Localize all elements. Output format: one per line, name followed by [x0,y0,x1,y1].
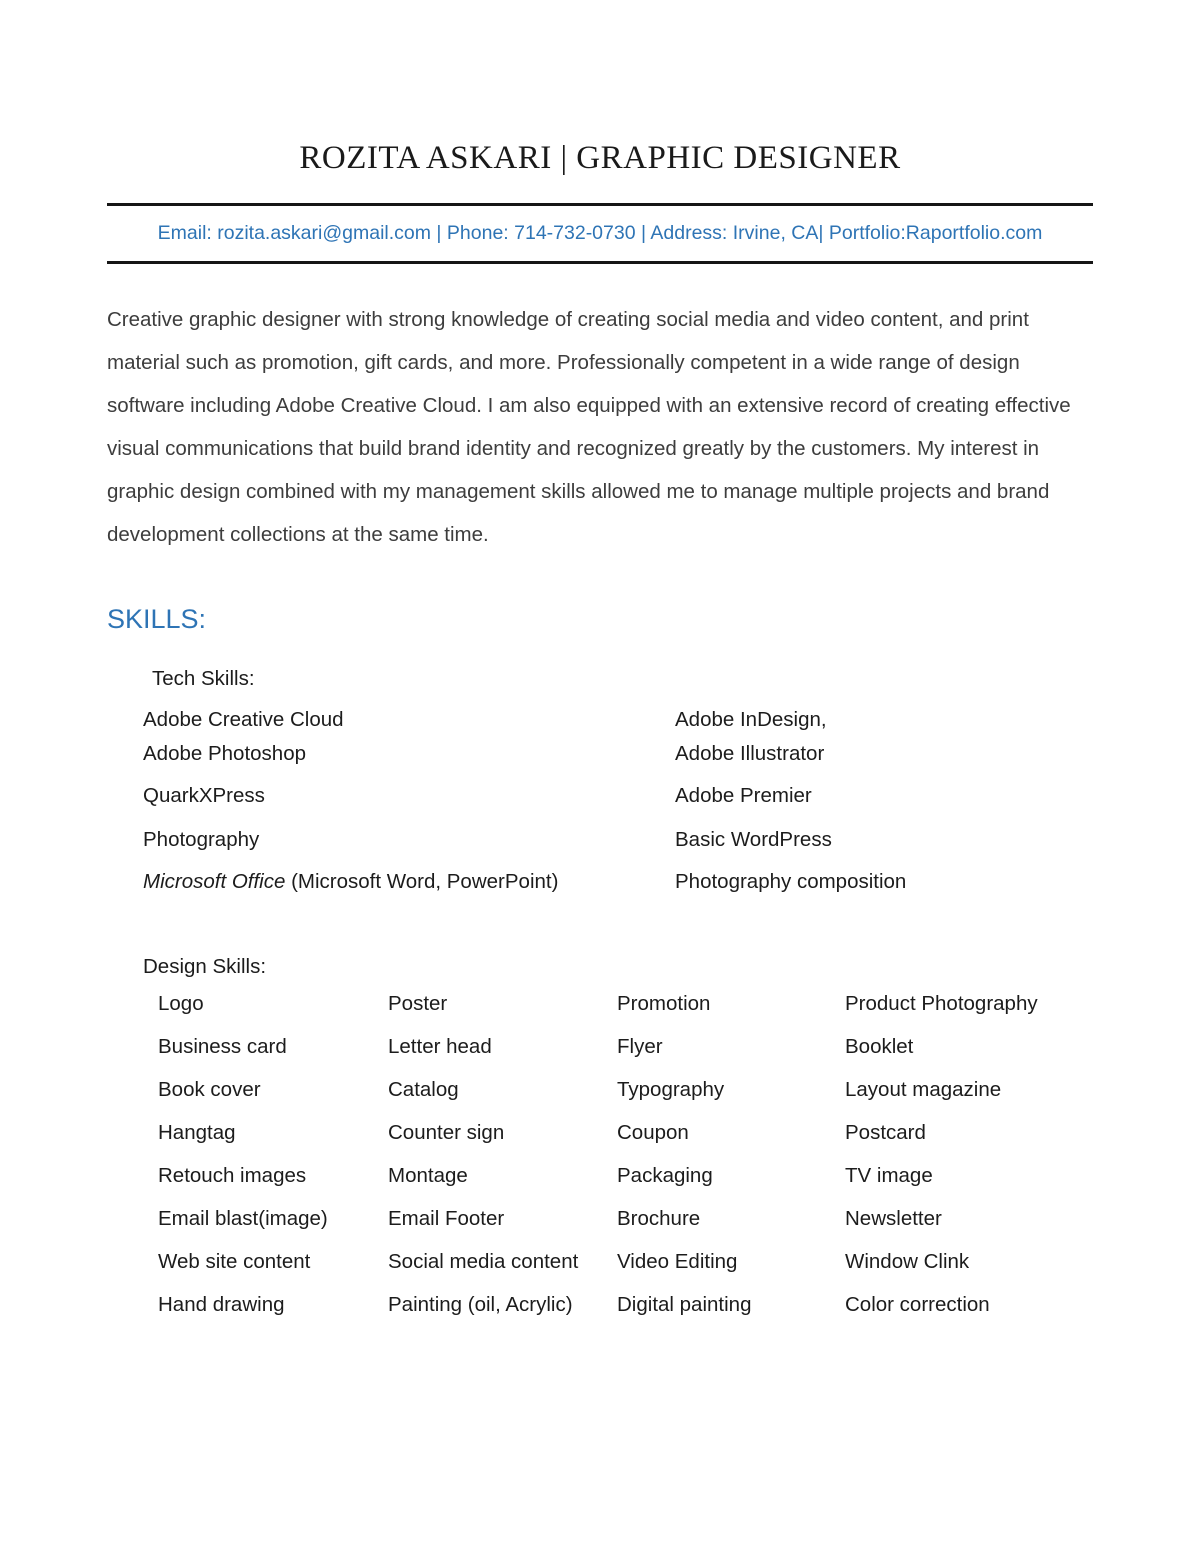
design-skill-item: Letter head [388,1035,492,1058]
design-skill-item: Newsletter [845,1207,942,1230]
design-skill-item: Promotion [617,992,711,1015]
design-skill-item: Digital painting [617,1293,752,1316]
design-skill-item: Color correction [845,1293,990,1316]
design-skill-item: Painting (oil, Acrylic) [388,1293,573,1316]
resume-title: ROZITA ASKARI | GRAPHIC DESIGNER [299,140,901,176]
tech-skill-item: Photography [143,828,260,851]
tech-skill-row [143,739,1093,768]
design-skill-item: Social media content [388,1250,579,1273]
tech-skills-label: Tech Skills: [152,667,255,690]
tech-skill-item [143,867,675,896]
design-skill-item: Web site content [158,1250,311,1273]
design-skill-item: Counter sign [388,1121,505,1144]
tech-skill-row [143,825,1093,854]
tech-skill-row [143,867,1093,896]
tech-skill-item: QuarkXPress [143,784,265,807]
tech-skill-item: Adobe Illustrator [675,742,825,765]
header-rule-bottom [107,261,1093,264]
design-skill-item: Flyer [617,1035,663,1058]
design-skill-item: Email Footer [388,1207,505,1230]
summary-paragraph: Creative graphic designer with strong knowledge of creating social media and video content, and print material such as promotion, gift cards, and more. Professionally competent in a wide range of design software including Adobe Creative Cloud. I am also equipped with an extensive record of creating effective visual communications that build brand identity and recognized greatly by the customers. My interest in graphic design combined with my management skills allowed me to manage multiple projects and brand development collections at the same time. [107,308,1071,546]
design-skill-item: Booklet [845,1035,914,1058]
design-skill-item: Email blast(image) [158,1207,328,1230]
design-skills-label: Design Skills: [143,955,267,978]
contact-line: Email: rozita.askari@gmail.com | Phone: 714-732-0730 | Address: Irvine, CA| Portfolio:Raportfolio.com [157,222,1043,244]
tech-skills-section [143,664,1093,896]
design-skill-item: TV image [845,1164,933,1187]
design-skill-item: Logo [158,992,204,1015]
design-skill-item: Packaging [617,1164,713,1187]
design-skill-item: Postcard [845,1121,926,1144]
design-skill-item: Brochure [617,1207,701,1230]
design-skill-item: Hand drawing [158,1293,285,1316]
design-skill-item: Business card [158,1035,287,1058]
skills-heading: SKILLS: [107,604,207,634]
design-skill-item: Typography [617,1078,725,1101]
design-skill-item: Window Clink [845,1250,970,1273]
tech-skill-item-detail: (Microsoft Word, PowerPoint) [285,870,559,893]
tech-skill-row [143,705,1093,734]
tech-skill-item: Adobe Photoshop [143,742,306,765]
tech-skill-row [143,781,1093,810]
tech-skill-item: Adobe InDesign, [675,708,827,731]
tech-skill-item: Adobe Premier [675,784,812,807]
design-skill-item: Poster [388,992,448,1015]
design-skill-item: Product Photography [845,992,1038,1015]
design-skill-item: Hangtag [158,1121,236,1144]
resume-content [107,203,1093,1326]
design-skills-grid [158,982,1093,1326]
tech-skill-item: Adobe Creative Cloud [143,708,344,731]
tech-skill-item-italic: Microsoft Office [143,870,286,893]
design-skill-item: Book cover [158,1078,261,1101]
design-skill-item: Layout magazine [845,1078,1002,1101]
design-skill-item: Montage [388,1164,468,1187]
design-skill-item: Retouch images [158,1164,307,1187]
design-skill-item: Catalog [388,1078,459,1101]
tech-skill-item: Basic WordPress [675,828,832,851]
tech-skill-item: Photography composition [675,870,907,893]
design-skill-item: Coupon [617,1121,689,1144]
design-skill-item: Video Editing [617,1250,738,1273]
